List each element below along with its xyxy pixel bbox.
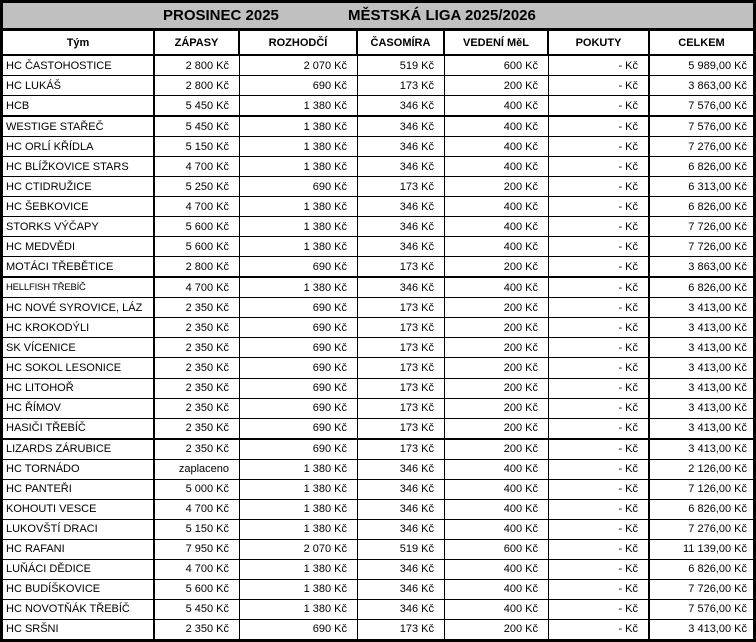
table-row	[3, 379, 753, 399]
celkem-cell: 7 726,00 Kč	[688, 240, 747, 253]
team-cell: HELLFISH TŘEBÍČ	[3, 278, 155, 297]
celkem-cell: 3 413,00 Kč	[688, 301, 747, 314]
table-row	[3, 217, 753, 237]
rozhodci-cell: 690 Kč	[240, 298, 358, 317]
rozhodci-cell: 690 Kč	[240, 318, 358, 337]
rozhodci-cell: 1 380 Kč	[240, 197, 358, 216]
casomira-cell: 346 Kč	[358, 117, 445, 136]
rozhodci-cell: 690 Kč	[240, 440, 358, 459]
zapasy-cell: 5 000 Kč	[155, 480, 240, 499]
table-row	[3, 318, 753, 338]
pokuty-cell: - Kč	[549, 278, 650, 297]
table-row	[3, 76, 753, 96]
pokuty-cell: - Kč	[549, 177, 650, 196]
pokuty-cell: - Kč	[549, 157, 650, 176]
zapasy-cell: 2 350 Kč	[155, 419, 240, 438]
team-cell: HC ČASTOHOSTICE	[3, 56, 155, 75]
column-header-team: Tým	[3, 31, 155, 54]
rozhodci-cell: 1 380 Kč	[240, 580, 358, 599]
pokuty-cell: - Kč	[549, 298, 650, 317]
rozhodci-cell: 1 380 Kč	[240, 560, 358, 579]
title-month: PROSINEC 2025	[163, 7, 279, 24]
rozhodci-cell: 690 Kč	[240, 419, 358, 438]
column-header-celkem: CELKEM	[678, 36, 725, 49]
celkem-cell: 3 863,00 Kč	[688, 79, 747, 92]
pokuty-cell: - Kč	[549, 237, 650, 256]
pokuty-cell: - Kč	[549, 257, 650, 276]
vedeni-cell: 200 Kč	[445, 358, 549, 377]
team-cell: HC ŘÍMOV	[3, 399, 155, 418]
team-cell: HC PANTEŘI	[3, 480, 155, 499]
zapasy-cell: 2 350 Kč	[155, 379, 240, 398]
team-cell: HC NOVOTŇÁK TŘEBÍČ	[3, 600, 155, 619]
casomira-cell: 346 Kč	[358, 500, 445, 519]
rozhodci-cell: 1 380 Kč	[240, 500, 358, 519]
vedeni-cell: 200 Kč	[445, 399, 549, 418]
pokuty-cell: - Kč	[549, 620, 650, 639]
casomira-cell: 173 Kč	[358, 419, 445, 438]
vedeni-cell: 200 Kč	[445, 440, 549, 459]
pokuty-cell: - Kč	[549, 96, 650, 115]
zapasy-cell: 5 150 Kč	[155, 137, 240, 156]
celkem-cell: 11 139,00 Kč	[682, 543, 747, 556]
celkem-cell: 7 576,00 Kč	[688, 120, 747, 133]
team-cell: HCB	[3, 96, 155, 115]
zapasy-cell: 5 250 Kč	[155, 177, 240, 196]
rozhodci-cell: 1 380 Kč	[240, 96, 358, 115]
rozhodci-cell: 1 380 Kč	[240, 460, 358, 479]
column-header-row	[3, 31, 753, 56]
pokuty-cell: - Kč	[549, 197, 650, 216]
table-row	[3, 237, 753, 257]
rozhodci-cell: 1 380 Kč	[240, 137, 358, 156]
table-row	[3, 480, 753, 500]
vedeni-cell: 400 Kč	[445, 520, 549, 539]
column-header-vedeni: VEDENÍ MěL	[445, 31, 549, 54]
pokuty-cell: - Kč	[549, 440, 650, 459]
zapasy-cell: zaplaceno	[155, 460, 240, 479]
celkem-cell: 6 826,00 Kč	[688, 200, 747, 213]
casomira-cell: 519 Kč	[358, 56, 445, 75]
vedeni-cell: 200 Kč	[445, 76, 549, 95]
table-row	[3, 298, 753, 318]
team-cell: MOTÁCI TŘEBĚTICE	[3, 257, 155, 276]
table-row	[3, 560, 753, 580]
rozhodci-cell: 690 Kč	[240, 379, 358, 398]
rozhodci-cell: 690 Kč	[240, 177, 358, 196]
pokuty-cell: - Kč	[549, 76, 650, 95]
table-row	[3, 278, 753, 298]
team-cell: HC SOKOL LESONICE	[3, 358, 155, 377]
casomira-cell: 346 Kč	[358, 560, 445, 579]
pokuty-cell: - Kč	[549, 419, 650, 438]
team-cell: KOHOUTI VESCE	[3, 500, 155, 519]
casomira-cell: 346 Kč	[358, 137, 445, 156]
vedeni-cell: 400 Kč	[445, 137, 549, 156]
celkem-cell: 6 826,00 Kč	[688, 563, 747, 576]
title-league: MĚSTSKÁ LIGA 2025/2026	[348, 7, 536, 24]
team-cell: STORKS VÝČAPY	[3, 217, 155, 236]
casomira-cell: 173 Kč	[358, 620, 445, 639]
zapasy-cell: 2 350 Kč	[155, 318, 240, 337]
pokuty-cell: - Kč	[549, 480, 650, 499]
rozhodci-cell: 1 380 Kč	[240, 157, 358, 176]
celkem-cell: 2 126,00 Kč	[688, 463, 747, 476]
zapasy-cell: 2 350 Kč	[155, 298, 240, 317]
table-row	[3, 440, 753, 460]
table-row	[3, 620, 753, 639]
table-row	[3, 358, 753, 378]
table-row	[3, 540, 753, 560]
table-row	[3, 257, 753, 278]
team-cell: HC RAFANI	[3, 540, 155, 559]
celkem-cell: 7 576,00 Kč	[688, 603, 747, 616]
vedeni-cell: 400 Kč	[445, 500, 549, 519]
casomira-cell: 346 Kč	[358, 157, 445, 176]
zapasy-cell: 5 600 Kč	[155, 237, 240, 256]
rozhodci-cell: 2 070 Kč	[240, 540, 358, 559]
pokuty-cell: - Kč	[549, 217, 650, 236]
celkem-cell: 7 726,00 Kč	[688, 220, 747, 233]
vedeni-cell: 200 Kč	[445, 379, 549, 398]
rozhodci-cell: 1 380 Kč	[240, 237, 358, 256]
celkem-cell: 6 313,00 Kč	[688, 180, 747, 193]
celkem-cell: 3 413,00 Kč	[688, 623, 747, 636]
table-row	[3, 56, 753, 76]
celkem-cell: 7 276,00 Kč	[688, 523, 747, 536]
zapasy-cell: 2 350 Kč	[155, 620, 240, 639]
vedeni-cell: 400 Kč	[445, 96, 549, 115]
rozhodci-cell: 690 Kč	[240, 76, 358, 95]
table-row	[3, 157, 753, 177]
pokuty-cell: - Kč	[549, 56, 650, 75]
vedeni-cell: 400 Kč	[445, 197, 549, 216]
celkem-cell: 3 413,00 Kč	[688, 321, 747, 334]
casomira-cell: 346 Kč	[358, 580, 445, 599]
table-row	[3, 580, 753, 600]
rozhodci-cell: 1 380 Kč	[240, 480, 358, 499]
pokuty-cell: - Kč	[549, 399, 650, 418]
zapasy-cell: 5 450 Kč	[155, 600, 240, 619]
vedeni-cell: 400 Kč	[445, 237, 549, 256]
casomira-cell: 173 Kč	[358, 399, 445, 418]
celkem-cell: 7 126,00 Kč	[688, 483, 747, 496]
team-cell: HC TORNÁDO	[3, 460, 155, 479]
table-row	[3, 117, 753, 137]
zapasy-cell: 2 350 Kč	[155, 358, 240, 377]
rozhodci-cell: 690 Kč	[240, 358, 358, 377]
casomira-cell: 346 Kč	[358, 96, 445, 115]
team-cell: LUKOVŠTÍ DRACI	[3, 520, 155, 539]
team-cell: HC BLÍŽKOVICE STARS	[3, 157, 155, 176]
zapasy-cell: 4 700 Kč	[155, 500, 240, 519]
celkem-cell: 6 826,00 Kč	[688, 503, 747, 516]
zapasy-cell: 4 700 Kč	[155, 560, 240, 579]
casomira-cell: 346 Kč	[358, 278, 445, 297]
pokuty-cell: - Kč	[549, 117, 650, 136]
vedeni-cell: 600 Kč	[445, 540, 549, 559]
pokuty-cell: - Kč	[549, 580, 650, 599]
rozhodci-cell: 2 070 Kč	[240, 56, 358, 75]
vedeni-cell: 400 Kč	[445, 460, 549, 479]
vedeni-cell: 400 Kč	[445, 217, 549, 236]
zapasy-cell: 5 600 Kč	[155, 580, 240, 599]
pokuty-cell: - Kč	[549, 460, 650, 479]
table-row	[3, 338, 753, 358]
table-row	[3, 197, 753, 217]
casomira-cell: 173 Kč	[358, 318, 445, 337]
pokuty-cell: - Kč	[549, 379, 650, 398]
celkem-cell: 6 826,00 Kč	[688, 160, 747, 173]
celkem-cell: 7 576,00 Kč	[688, 99, 747, 112]
pokuty-cell: - Kč	[549, 520, 650, 539]
team-cell: HC SRŠNI	[3, 620, 155, 639]
celkem-cell: 3 413,00 Kč	[688, 361, 747, 374]
table-row	[3, 600, 753, 620]
table-row	[3, 419, 753, 440]
pokuty-cell: - Kč	[549, 358, 650, 377]
team-cell: HASIČI TŘEBÍČ	[3, 419, 155, 438]
celkem-cell: 3 413,00 Kč	[688, 382, 747, 395]
casomira-cell: 173 Kč	[358, 379, 445, 398]
vedeni-cell: 400 Kč	[445, 580, 549, 599]
celkem-cell: 7 726,00 Kč	[688, 583, 747, 596]
table-row	[3, 399, 753, 419]
zapasy-cell: 2 800 Kč	[155, 76, 240, 95]
zapasy-cell: 5 150 Kč	[155, 520, 240, 539]
pokuty-cell: - Kč	[549, 137, 650, 156]
table-body	[3, 56, 753, 639]
vedeni-cell: 200 Kč	[445, 338, 549, 357]
casomira-cell: 346 Kč	[358, 520, 445, 539]
celkem-cell: 3 863,00 Kč	[688, 260, 747, 273]
column-header-zapasy: ZÁPASY	[155, 31, 240, 54]
casomira-cell: 173 Kč	[358, 358, 445, 377]
zapasy-cell: 5 450 Kč	[155, 96, 240, 115]
celkem-cell: 7 276,00 Kč	[688, 140, 747, 153]
team-cell: HC NOVÉ SYROVICE, LÁZ	[3, 298, 155, 317]
zapasy-cell: 2 350 Kč	[155, 440, 240, 459]
celkem-cell: 3 413,00 Kč	[688, 402, 747, 415]
column-header-rozhodci: ROZHODČÍ	[240, 31, 358, 54]
team-cell: LIZARDS ZÁRUBICE	[3, 440, 155, 459]
rozhodci-cell: 1 380 Kč	[240, 520, 358, 539]
table-row	[3, 500, 753, 520]
vedeni-cell: 400 Kč	[445, 600, 549, 619]
table-row	[3, 520, 753, 540]
rozhodci-cell: 690 Kč	[240, 399, 358, 418]
team-cell: HC CTIDRUŽICE	[3, 177, 155, 196]
vedeni-cell: 200 Kč	[445, 419, 549, 438]
pokuty-cell: - Kč	[549, 600, 650, 619]
casomira-cell: 346 Kč	[358, 480, 445, 499]
zapasy-cell: 2 800 Kč	[155, 56, 240, 75]
casomira-cell: 173 Kč	[358, 257, 445, 276]
casomira-cell: 173 Kč	[358, 338, 445, 357]
column-header-pokuty: POKUTY	[549, 31, 650, 54]
celkem-cell: 3 413,00 Kč	[688, 341, 747, 354]
column-header-casomira: ČASOMÍRA	[358, 31, 445, 54]
team-cell: HC BUDÍŠKOVICE	[3, 580, 155, 599]
rozhodci-cell: 1 380 Kč	[240, 278, 358, 297]
zapasy-cell: 2 800 Kč	[155, 257, 240, 276]
casomira-cell: 173 Kč	[358, 440, 445, 459]
vedeni-cell: 200 Kč	[445, 620, 549, 639]
rozhodci-cell: 690 Kč	[240, 620, 358, 639]
casomira-cell: 173 Kč	[358, 298, 445, 317]
team-cell: HC LITOHOŘ	[3, 379, 155, 398]
pokuty-cell: - Kč	[549, 560, 650, 579]
zapasy-cell: 7 950 Kč	[155, 540, 240, 559]
team-cell: HC KROKODÝLI	[3, 318, 155, 337]
vedeni-cell: 200 Kč	[445, 177, 549, 196]
celkem-cell: 5 989,00 Kč	[688, 59, 747, 72]
casomira-cell: 173 Kč	[358, 76, 445, 95]
rozhodci-cell: 1 380 Kč	[240, 600, 358, 619]
vedeni-cell: 400 Kč	[445, 117, 549, 136]
team-cell: HC ORLÍ KŘÍDLA	[3, 137, 155, 156]
casomira-cell: 346 Kč	[358, 217, 445, 236]
casomira-cell: 346 Kč	[358, 600, 445, 619]
celkem-cell: 6 826,00 Kč	[688, 281, 747, 294]
celkem-cell: 3 413,00 Kč	[688, 443, 747, 456]
vedeni-cell: 200 Kč	[445, 298, 549, 317]
vedeni-cell: 200 Kč	[445, 257, 549, 276]
casomira-cell: 346 Kč	[358, 460, 445, 479]
team-cell: SK VÍCENICE	[3, 338, 155, 357]
zapasy-cell: 5 450 Kč	[155, 117, 240, 136]
celkem-cell: 3 413,00 Kč	[688, 422, 747, 435]
vedeni-cell: 200 Kč	[445, 318, 549, 337]
team-cell: HC LUKÁŠ	[3, 76, 155, 95]
rozhodci-cell: 690 Kč	[240, 338, 358, 357]
casomira-cell: 519 Kč	[358, 540, 445, 559]
zapasy-cell: 2 350 Kč	[155, 338, 240, 357]
table-row	[3, 96, 753, 117]
pokuty-cell: - Kč	[549, 318, 650, 337]
title-bar	[3, 3, 753, 31]
table-row	[3, 137, 753, 157]
zapasy-cell: 4 700 Kč	[155, 197, 240, 216]
vedeni-cell: 400 Kč	[445, 560, 549, 579]
pokuty-cell: - Kč	[549, 338, 650, 357]
vedeni-cell: 400 Kč	[445, 157, 549, 176]
zapasy-cell: 2 350 Kč	[155, 399, 240, 418]
team-cell: WESTIGE STAŘEČ	[3, 117, 155, 136]
team-cell: HC ŠEBKOVICE	[3, 197, 155, 216]
casomira-cell: 346 Kč	[358, 237, 445, 256]
vedeni-cell: 600 Kč	[445, 56, 549, 75]
table-row	[3, 460, 753, 480]
table-row	[3, 177, 753, 197]
team-cell: LUŇÁCI DĚDICE	[3, 560, 155, 579]
casomira-cell: 346 Kč	[358, 197, 445, 216]
zapasy-cell: 4 700 Kč	[155, 278, 240, 297]
rozhodci-cell: 1 380 Kč	[240, 217, 358, 236]
casomira-cell: 173 Kč	[358, 177, 445, 196]
pokuty-cell: - Kč	[549, 500, 650, 519]
vedeni-cell: 400 Kč	[445, 278, 549, 297]
rozhodci-cell: 1 380 Kč	[240, 117, 358, 136]
zapasy-cell: 5 600 Kč	[155, 217, 240, 236]
zapasy-cell: 4 700 Kč	[155, 157, 240, 176]
team-cell: HC MEDVĚDI	[3, 237, 155, 256]
vedeni-cell: 400 Kč	[445, 480, 549, 499]
rozhodci-cell: 690 Kč	[240, 257, 358, 276]
pokuty-cell: - Kč	[549, 540, 650, 559]
